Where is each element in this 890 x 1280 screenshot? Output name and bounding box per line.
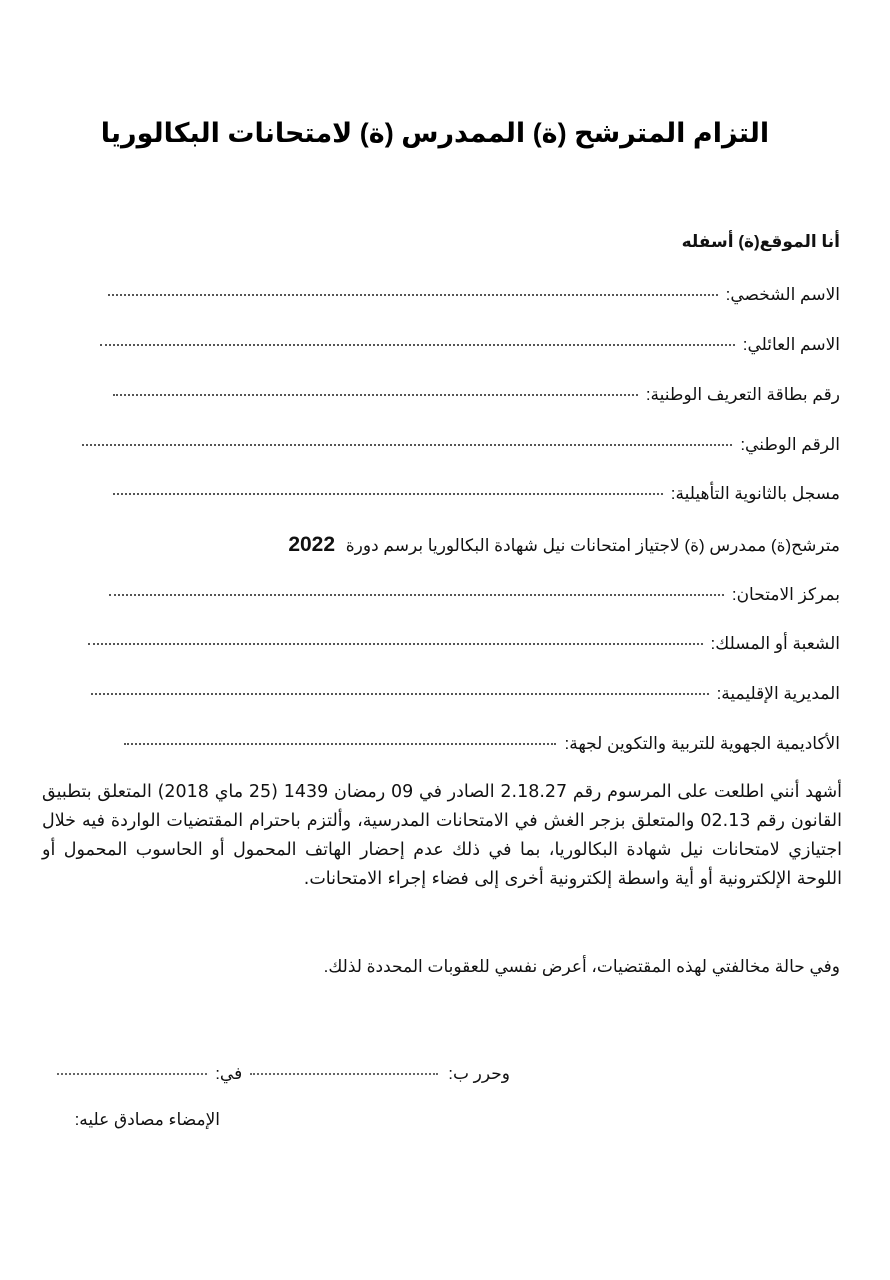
regional-academy-field[interactable] xyxy=(124,734,840,754)
place-dotted-line[interactable] xyxy=(250,1073,438,1075)
field-label: مسجل بالثانوية التأهيلية: xyxy=(670,484,840,503)
field-label: الأكاديمية الجهوية للتربية والتكوين لجهة: xyxy=(564,734,840,753)
dotted-fill-line[interactable] xyxy=(109,594,724,596)
national-number-field[interactable] xyxy=(82,435,840,455)
intro-heading: أنا الموقع(ة) أسفله xyxy=(681,232,840,251)
provincial-directorate-field[interactable] xyxy=(91,684,840,704)
page-title: التزام المترشح (ة) الممدرس (ة) لامتحانات البكالوريا xyxy=(100,118,770,148)
dotted-fill-line[interactable] xyxy=(88,643,703,645)
field-label: الشعبة أو المسلك: xyxy=(710,634,840,653)
session-year: 2022 xyxy=(288,533,336,556)
declaration-paragraph: أشهد أنني اطلعت على المرسوم رقم 2.18.27 الصادر في 09 رمضان 1439 (25 ماي 2018) المتعلق بتطبيق القانون رقم 02.13 والمتعلق بزجر الغش في الامتحانات المدرسية، وألتزم باحترام المقتضيات الواردة فيه خلال اجتيازي لامتحانات نيل شهادة البكالوريا، بما في ذلك عدم إحضار الهاتف المحمول أو الحاسوب المحمول أو اللوحة الإلكترونية أو أية واسطة إلكترونية أخرى إلى فضاء إجراء الامتحانات. xyxy=(42,782,843,889)
field-label: الاسم العائلي: xyxy=(742,335,840,354)
dotted-fill-line[interactable] xyxy=(91,693,709,695)
exam-center-field[interactable] xyxy=(109,585,840,605)
session-line xyxy=(288,533,840,557)
certified-signature-label: الإمضاء مصادق عليه: xyxy=(74,1110,220,1129)
dotted-fill-line[interactable] xyxy=(82,444,732,446)
place-date-row xyxy=(57,1064,510,1084)
date-dotted-line[interactable] xyxy=(57,1073,207,1075)
first-name-field[interactable] xyxy=(108,285,840,305)
field-label: بمركز الامتحان: xyxy=(731,585,840,604)
session-text: مترشح(ة) ممدرس (ة) لاجتياز امتحانات نيل شهادة البكالوريا برسم دورة xyxy=(345,536,840,555)
high-school-field[interactable] xyxy=(113,484,840,504)
stream-field[interactable] xyxy=(88,634,840,654)
dotted-fill-line[interactable] xyxy=(113,493,663,495)
dotted-fill-line[interactable] xyxy=(100,344,735,346)
dotted-fill-line[interactable] xyxy=(124,743,556,745)
dotted-fill-line[interactable] xyxy=(108,294,718,296)
field-label: رقم بطاقة التعريف الوطنية: xyxy=(645,385,840,404)
date-label: في: xyxy=(215,1064,243,1083)
dotted-fill-line[interactable] xyxy=(113,394,638,396)
written-at-label: وحرر ب: xyxy=(448,1064,510,1083)
national-id-card-field[interactable] xyxy=(113,385,840,405)
field-label: المديرية الإقليمية: xyxy=(716,684,840,703)
last-name-field[interactable] xyxy=(100,335,840,355)
penalty-statement: وفي حالة مخالفتي لهذه المقتضيات، أعرض نفسي للعقوبات المحددة لذلك. xyxy=(323,957,840,976)
field-label: الاسم الشخصي: xyxy=(725,285,840,304)
field-label: الرقم الوطني: xyxy=(740,435,840,454)
